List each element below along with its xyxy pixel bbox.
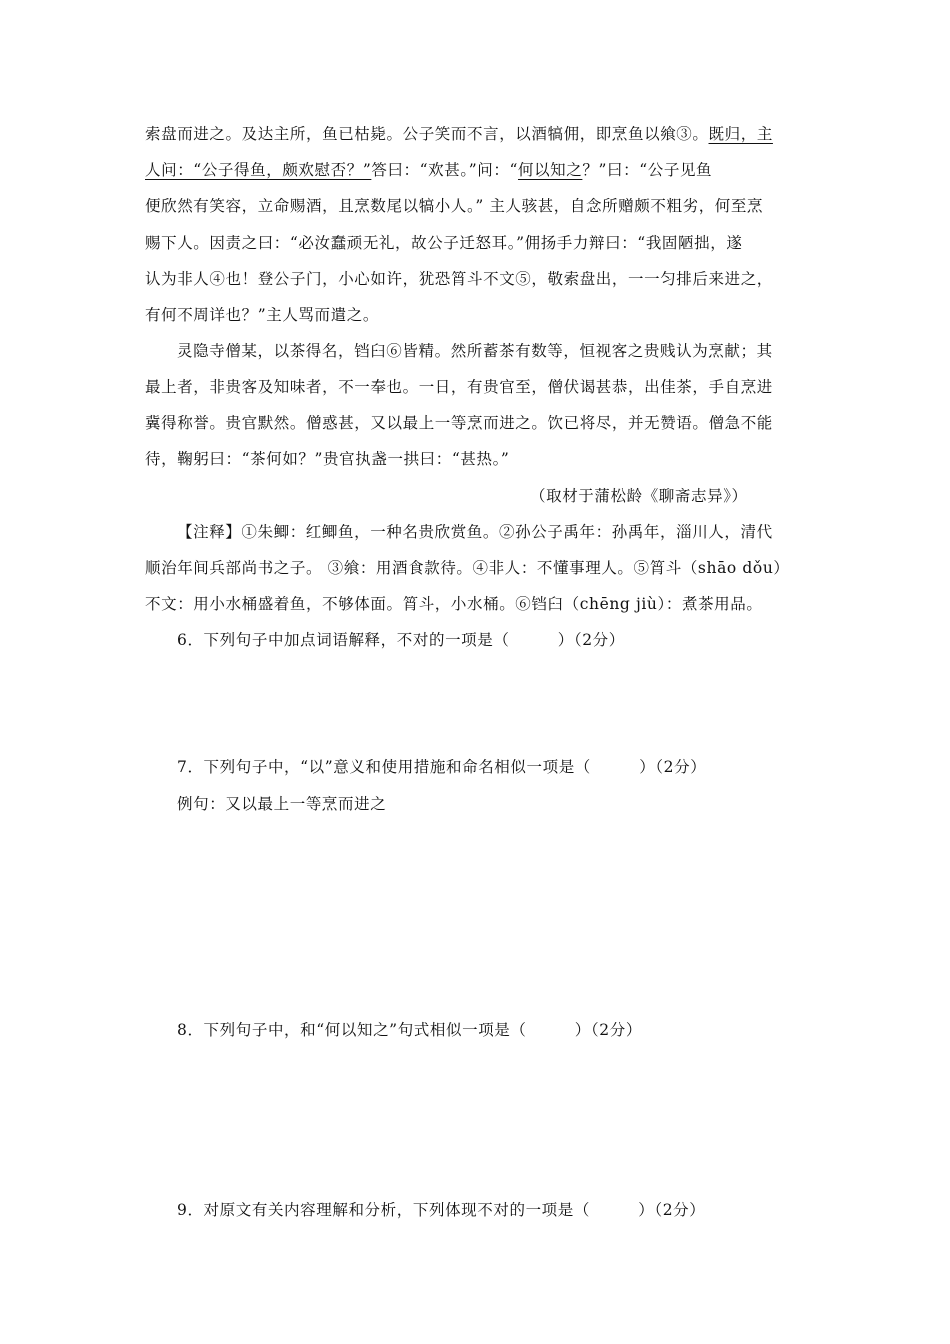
question-8-stem: 8．下列句子中，和“何以知之”句式相似一项是（ ）（2分）	[177, 1021, 642, 1039]
notes-line: 不文：用小水桶盛着鱼，不够体面。筲斗，小水桶。⑥铛臼（chēng jiù）：煮茶用品。	[145, 595, 763, 613]
question-9-stem: 9．对原文有关内容理解和分析，下列体现不对的一项是（ ）（2分）	[177, 1201, 706, 1219]
passage-line: 赐下人。因责之曰：“必汝蠢顽无礼，故公子迁怒耳。”佣扬手力辩曰：“我固陋拙，遂	[145, 234, 743, 252]
dotted-char: 以	[241, 795, 258, 813]
passage-line: 便欣然有笑容，立命赐酒，且烹数尾以犒小人。” 主人骇甚，自念所赠颇不粗劣，何至烹	[145, 197, 764, 215]
passage-line: 人问：“公子得鱼，颇欢慰否？”答曰：“欢甚。”问：“何以知之？”曰：“公子见鱼	[145, 161, 713, 179]
underlined-phrase: 人问：“公子得鱼，颇欢慰否？”	[145, 161, 372, 179]
passage-line: 待，鞠躬曰：“茶何如？”贵官执盏一拱曰：“甚热。”	[145, 450, 510, 468]
underlined-phrase: 何以知之	[517, 161, 583, 179]
passage-line: 冀得称誉。贵官默然。僧惑甚，又以最上一等烹而进之。饮已将尽，并无赞语。僧急不能	[145, 414, 773, 432]
notes-line: 顺治年间兵部尚书之子。 ③飨：用酒食款待。④非人：不懂事理人。⑤筲斗（shāo dǒu）	[145, 559, 790, 577]
passage-line: 有何不周详也？”主人骂而遣之。	[145, 306, 379, 324]
passage-line: 索盘而进之。及达主所，鱼已枯毙。公子笑而不言，以酒犒佣，即烹鱼以飨③。既归，主	[145, 125, 773, 143]
passage-source: （取材于蒲松龄《聊斋志异》）	[530, 487, 748, 505]
passage-line: 最上者，非贵客及知味者，不一奉也。一日，有贵官至，僧伏谒甚恭，出佳茶，手自烹进	[145, 378, 773, 396]
passage-line: 灵隐寺僧某，以茶得名，铛臼⑥皆精。然所蓄茶有数等，恒视客之贵贱认为烹献；其	[177, 342, 773, 360]
q7-example: 例句：又以最上一等烹而进之	[177, 795, 387, 813]
question-6-stem: 6．下列句子中加点词语解释，不对的一项是（ ）（2分）	[177, 631, 625, 649]
question-7-stem: 7．下列句子中，“以”意义和使用措施和命名相似一项是（ ）（2分）	[177, 758, 707, 776]
notes-line: 【注释】①朱鲫：红鲫鱼，一种名贵欣赏鱼。②孙公子禹年：孙禹年，淄川人，清代	[177, 523, 773, 541]
passage-line: 认为非人④也！登公子门，小心如许，犹恐筲斗不文⑤，敬索盘出，一一匀排后来进之，	[145, 270, 773, 288]
underlined-phrase: 既归，主	[708, 125, 773, 143]
